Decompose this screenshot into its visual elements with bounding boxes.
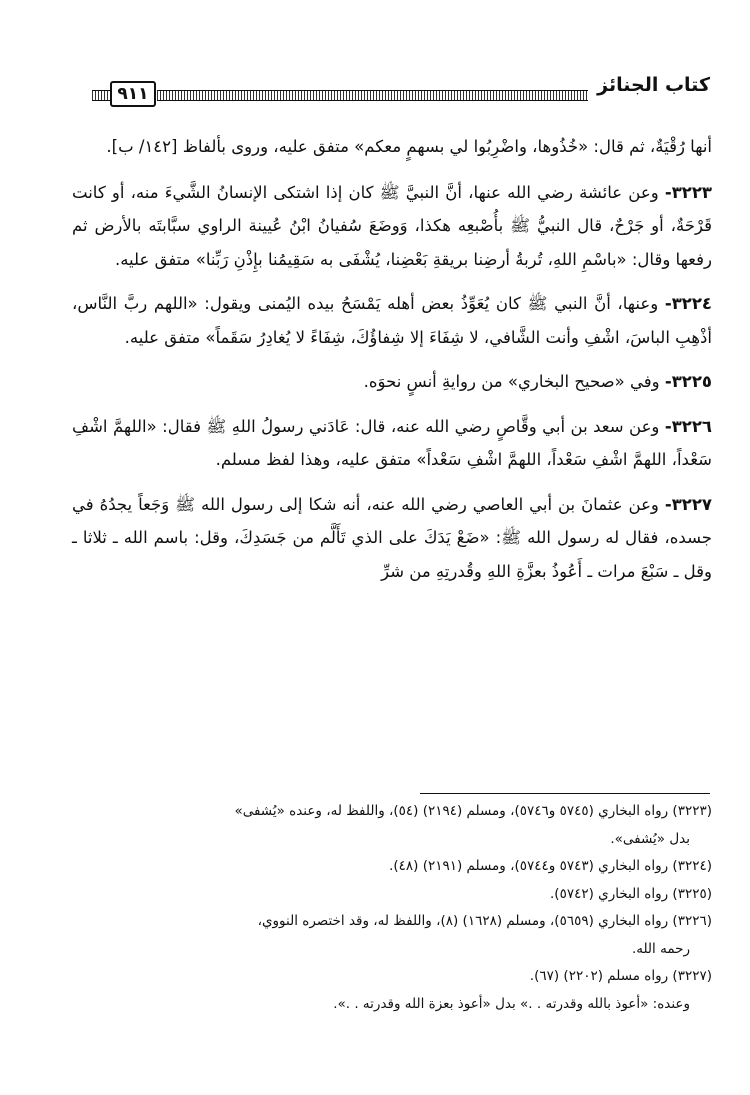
footnote-3224: (٣٢٢٤) رواه البخاري (٥٧٤٣ و٥٧٤٤)، ومسلم (٢١٩١) (٤٨). — [389, 858, 712, 874]
hadith-3226 — [72, 410, 712, 477]
footnote-text: (٣٢٢٦) رواه البخاري (٥٦٥٩)، ومسلم (١٦٢٨) (٨)، واللفظ له، وقد اختصره النووي، — [257, 913, 712, 929]
hadith-number: ٣٢٢٤- — [664, 294, 712, 313]
hadith-text: وعن عائشة رضي الله عنها، أنَّ النبيَّ ﷺ كان إذا اشتكى الإنسانُ الشَّيءَ منه، أو كانت قَرْحَةٌ، أو جَرْحٌ، قال النبيُّ ﷺ بأُصْبعِه هكذا، وَوضَعَ سُفيانُ ابْنُ عُيينة الراوي سبَّابتَه بالأرض ثم رفعها وقال: «باسْمِ اللهِ، تُربةُ أرضِنا بريقةِ بَعْضِنا، يُشْفَى به سَقِيمُنا بإِذْنِ رَبِّنا» متفق عليه. — [72, 182, 712, 269]
footnote-separator — [420, 793, 710, 794]
hadith-text: وعنها، أنَّ النبي ﷺ كان يُعَوِّذُ بعض أهله يَمْسَحُ بيده اليُمنى ويقول: «اللهم ربَّ النَّاس، أذْهِبِ الباسَ، اشْفِ وأنت الشَّافي، لا شِفَاءَ إلا شِفاؤُكَ، شِفَاءً لا يُغادِرُ سَقَماً» متفق عليه. — [72, 294, 712, 347]
footnotes — [68, 798, 712, 1018]
page-number: ٩١١ — [110, 81, 156, 107]
footnote-3223 — [68, 798, 712, 853]
hadith-text: وعن سعد بن أبي وقَّاصٍ رضي الله عنه، قال: عَادَني رسولُ اللهِ ﷺ فقال: «اللهمَّ اشْفِ سَعْداً، اللهمَّ اشْفِ سَعْداً، اللهمَّ اشْفِ سَعْداً» متفق عليه، وهذا لفظ مسلم. — [72, 416, 712, 469]
hadith-number: ٣٢٢٥- — [664, 372, 712, 391]
paragraph-continuation: أنها رُقْيَةٌ، ثم قال: «خُذُوها، واضْرِبُوا لي بسهمٍ معكم» متفق عليه، وروى بألفاظ [١٤٢/ ب]. — [106, 137, 712, 156]
header-ornament-tail — [92, 90, 110, 101]
page-header — [92, 72, 710, 108]
hadith-number: ٣٢٢٣- — [664, 182, 713, 202]
main-text — [72, 130, 712, 599]
hadith-3227 — [72, 488, 712, 589]
header-ornament-rule — [157, 90, 588, 101]
hadith-3225 — [72, 365, 712, 399]
footnote-3226 — [68, 908, 712, 963]
footnote-3227-note: وعنده: «أعوذ بالله وقدرته . .» بدل «أعوذ بعزة الله وقدرته . .». — [333, 995, 690, 1012]
hadith-number: ٣٢٢٦- — [664, 416, 712, 436]
footnote-continuation: بدل «يُشفى». — [610, 830, 690, 847]
footnote-3227: (٣٢٢٧) رواه مسلم (٢٢٠٢) (٦٧). — [529, 968, 712, 984]
hadith-text: وفي «صحيح البخاري» من روايةِ أنسٍ نحوَه. — [363, 372, 660, 391]
footnote-continuation: رحمه الله. — [631, 940, 690, 957]
hadith-3223 — [72, 176, 712, 277]
hadith-text: وعن عثمانَ بن أبي العاصي رضي الله عنه، أنه شكا إلى رسول الله ﷺ وَجَعاً يجدُهُ في جسده، فقال له رسول الله ﷺ: «ضَعْ يَدَكَ على الذي تَأَلَّم من جَسَدِكَ، وقل: باسم الله ـ ثلاثا ـ وقل ـ سَبْعَ مرات ـ أَعُوذُ بعزَّةِ اللهِ وقُدرتِهِ من شرِّ — [72, 494, 712, 581]
footnote-3225: (٣٢٢٥) رواه البخاري (٥٧٤٢). — [550, 885, 712, 902]
hadith-number: ٣٢٢٧- — [664, 494, 713, 514]
book-title: كتاب الجنائز — [597, 74, 710, 96]
footnote-text: (٣٢٢٣) رواه البخاري (٥٧٤٥ و٥٧٤٦)، ومسلم (٢١٩٤) (٥٤)، واللفظ له، وعنده «يُشفى» — [234, 803, 712, 819]
hadith-3224 — [72, 287, 712, 354]
